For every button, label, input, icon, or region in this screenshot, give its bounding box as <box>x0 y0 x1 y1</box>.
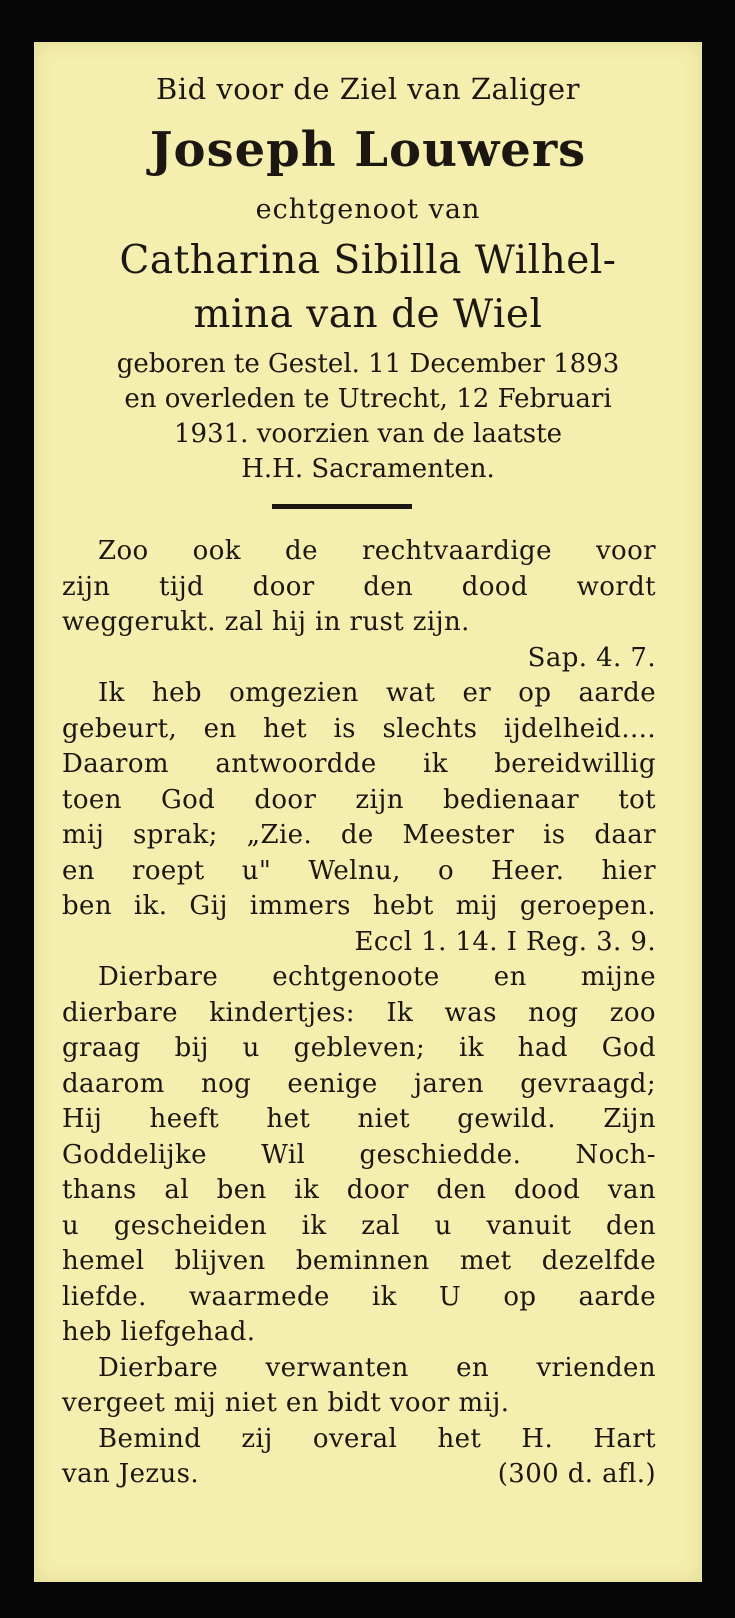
scripture-reference: Sap. 4. 7. <box>527 642 656 673</box>
body-line: weggerukt. zal hij in rust zijn. <box>62 607 470 637</box>
spouse-intro: echtgenoot van <box>255 194 481 225</box>
body-line: u gescheiden ik zal u vanuit den <box>62 1210 656 1241</box>
scripture-reference: Eccl 1. 14. I Reg. 3. 9. <box>354 926 656 957</box>
body-line: hemel blijven beminnen met dezelfde <box>62 1246 656 1276</box>
body-line: Hij heeft het niet gewild. Zijn <box>62 1104 656 1134</box>
closing-left: van Jezus. <box>62 1459 200 1489</box>
body-line: gebeurt, en het is slechts ijdelheid.... <box>62 713 656 744</box>
body-line: heb liefgehad. <box>62 1317 256 1347</box>
body-line: ben ik. Gij immers hebt mij geroepen. <box>62 891 656 921</box>
indulgence-note: (300 d. afl.) <box>497 1459 656 1489</box>
body-line: zijn tijd door den dood wordt <box>62 571 656 602</box>
body-line: vergeet mij niet en bidt voor mij. <box>62 1388 510 1418</box>
body-line: Ik heb omgezien wat er op aarde <box>98 678 656 708</box>
spouse-name-line-2: mina van de Wiel <box>193 292 543 337</box>
memorial-card <box>34 42 702 1582</box>
body-line: liefde. waarmede ik U op aarde <box>62 1281 656 1312</box>
bio-line: geboren te Gestel. 11 December 1893 <box>116 349 620 379</box>
body-line: thans al ben ik door den dood van <box>62 1175 656 1205</box>
bio-line: en overleden te Utrecht, 12 Februari <box>124 384 612 414</box>
divider-rule <box>272 504 412 509</box>
closing-line <box>62 1457 656 1493</box>
body-text <box>62 534 656 1493</box>
body-line: graag bij u gebleven; ik had God <box>62 1033 656 1063</box>
body-line: Goddelijke Wil geschiedde. Noch- <box>62 1139 656 1170</box>
prayer-intro: Bid voor de Ziel van Zaliger <box>156 72 580 106</box>
deceased-name: Joseph Louwers <box>149 122 587 178</box>
body-line: daarom nog eenige jaren gevraagd; <box>62 1068 656 1099</box>
body-line: Dierbare echtgenoote en mijne <box>98 962 656 992</box>
body-line: dierbare kindertjes: Ik was nog zoo <box>62 997 656 1028</box>
body-line: Dierbare verwanten en vrienden <box>98 1352 656 1383</box>
biography <box>34 347 702 487</box>
bio-line: H.H. Sacramenten. <box>241 454 495 484</box>
body-line: toen God door zijn bedienaar tot <box>62 784 656 815</box>
spouse-name-line-1: Catharina Sibilla Wilhel- <box>119 238 617 283</box>
bio-line: 1931. voorzien van de laatste <box>174 419 562 449</box>
body-line: Daarom antwoordde ik bereidwillig <box>62 749 656 779</box>
body-line: en roept u" Welnu, o Heer. hier <box>62 855 656 886</box>
body-line: Bemind zij overal het H. Hart <box>98 1423 656 1454</box>
body-line: Zoo ook de rechtvaardige voor <box>98 536 656 566</box>
body-line: mij sprak; „Zie. de Meester is daar <box>62 820 656 850</box>
